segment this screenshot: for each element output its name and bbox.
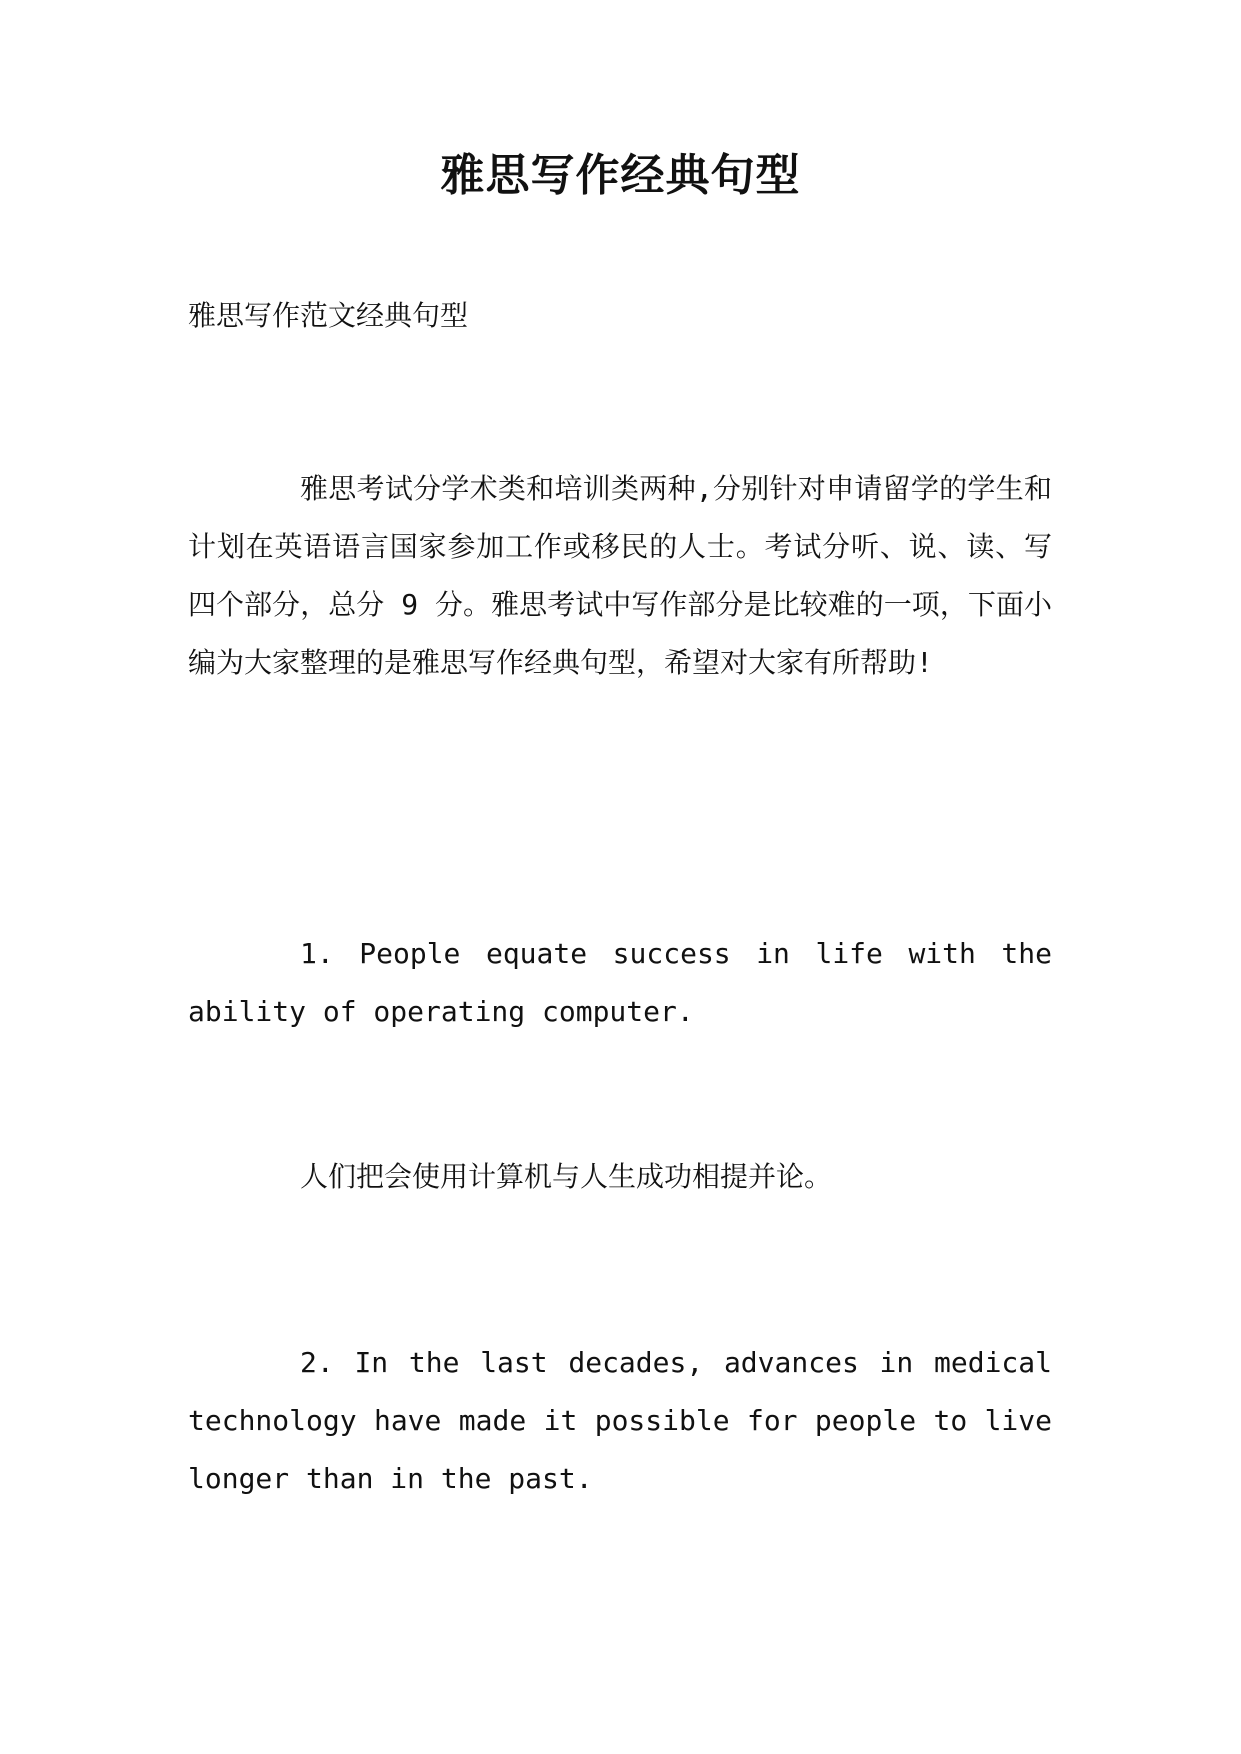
sentence-1-chinese: 人们把会使用计算机与人生成功相提并论。: [300, 1160, 833, 1193]
document-subtitle: 雅思写作范文经典句型: [188, 299, 469, 332]
intro-paragraph: 雅思考试分学术类和培训类两种,分别针对申请留学的学生和计划在英语语言国家参加工作或移民的人士。考试分听、说、读、写四个部分，总分 9 分。雅思考试中写作部分是比较难的一项，下面小编为大家整理的是雅思写作经典句型，希望对大家有所帮助!: [188, 472, 1052, 679]
sentence-1-english: 1. People equate success in life with the ability of operating computer.: [188, 937, 1052, 1028]
document-title: 雅思写作经典句型: [440, 150, 801, 201]
sentence-2-english: 2. In the last decades, advances in medical technology have made it possible for people to live longer than in the past.: [188, 1346, 1052, 1495]
